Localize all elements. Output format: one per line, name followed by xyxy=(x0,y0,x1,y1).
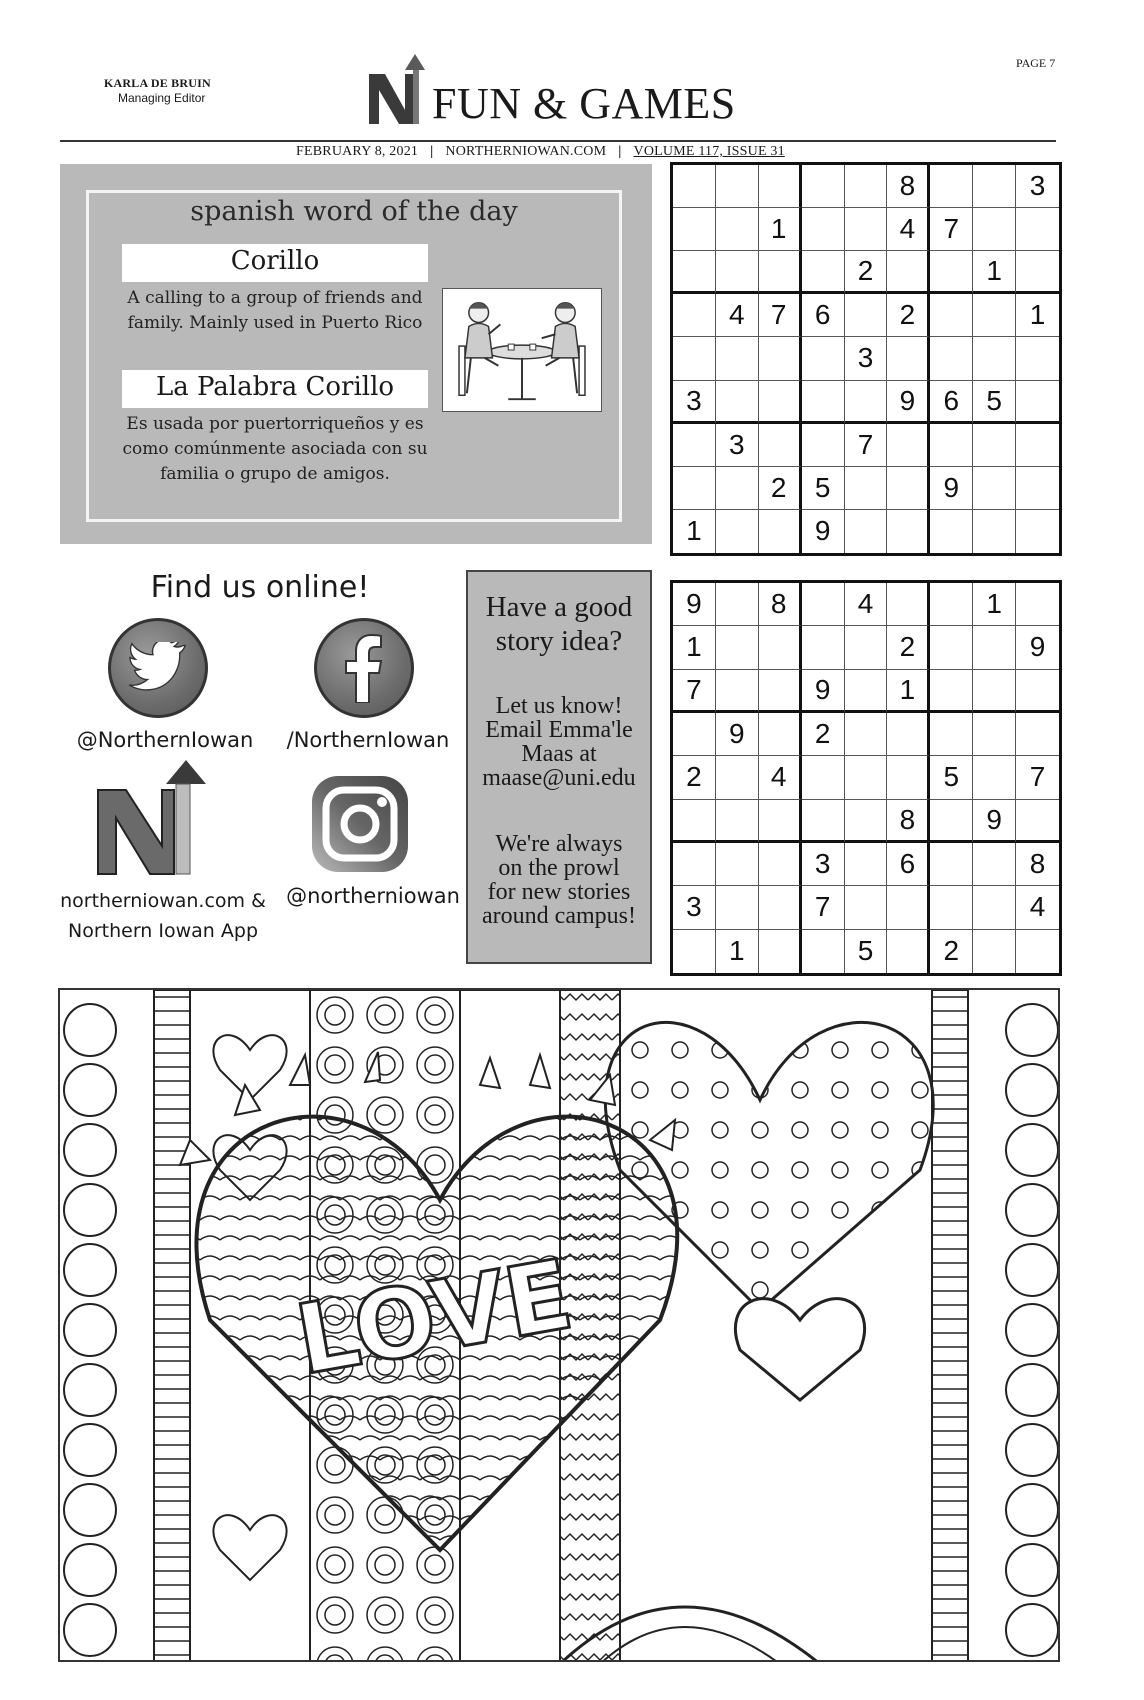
prowl-line-4: around campus! xyxy=(482,903,636,929)
twitter-handle[interactable]: @NorthernIowan xyxy=(76,728,254,752)
sudoku-cell[interactable] xyxy=(1016,670,1059,713)
sudoku-cell[interactable] xyxy=(759,843,802,886)
sudoku-cell[interactable]: 1 xyxy=(887,670,930,713)
sudoku-cell[interactable] xyxy=(673,294,716,337)
sudoku-cell[interactable] xyxy=(930,294,973,337)
sudoku-cell[interactable]: 4 xyxy=(1016,886,1059,929)
sudoku-cell[interactable] xyxy=(973,337,1016,380)
website-link[interactable]: NORTHERNIOWAN.COM xyxy=(445,144,607,159)
sudoku-cell[interactable] xyxy=(845,208,888,251)
sudoku-cell[interactable] xyxy=(802,800,845,843)
sudoku-cell[interactable]: 1 xyxy=(673,626,716,669)
sudoku-cell[interactable]: 3 xyxy=(845,337,888,380)
sudoku-cell[interactable]: 1 xyxy=(973,583,1016,626)
sudoku-cell[interactable] xyxy=(973,467,1016,510)
page-number: PAGE 7 xyxy=(1016,56,1056,70)
contact-line-2: Email Emma'le xyxy=(485,717,633,743)
sudoku-cell[interactable] xyxy=(887,930,930,973)
sudoku-cell[interactable] xyxy=(845,800,888,843)
sudoku-cell[interactable] xyxy=(1016,800,1059,843)
sudoku-cell[interactable] xyxy=(1016,251,1059,294)
sudoku-cell[interactable]: 9 xyxy=(802,670,845,713)
sudoku-cell[interactable] xyxy=(887,337,930,380)
sudoku-cell[interactable] xyxy=(673,467,716,510)
sudoku-cell[interactable] xyxy=(716,165,759,208)
sudoku-cell[interactable] xyxy=(887,251,930,294)
sudoku-cell[interactable] xyxy=(716,510,759,553)
sudoku-cell[interactable] xyxy=(1016,208,1059,251)
sudoku-cell[interactable]: 7 xyxy=(673,670,716,713)
sudoku-cell[interactable] xyxy=(716,583,759,626)
sudoku-cell[interactable]: 8 xyxy=(1016,843,1059,886)
sudoku-cell[interactable] xyxy=(930,713,973,756)
sudoku-cell[interactable] xyxy=(845,713,888,756)
twitter-bird-icon[interactable] xyxy=(108,618,208,718)
sudoku-cell[interactable] xyxy=(802,756,845,799)
sudoku-cell[interactable] xyxy=(673,337,716,380)
sudoku-cell[interactable]: 4 xyxy=(716,294,759,337)
sudoku-cell[interactable] xyxy=(673,208,716,251)
sudoku-cell[interactable]: 3 xyxy=(673,381,716,424)
sudoku-cell[interactable] xyxy=(716,670,759,713)
sudoku-cell[interactable] xyxy=(802,208,845,251)
sudoku-cell[interactable]: 3 xyxy=(1016,165,1059,208)
facebook-handle[interactable]: /NorthernIowan xyxy=(286,728,450,752)
sudoku-cell[interactable]: 9 xyxy=(802,510,845,553)
sudoku-cell[interactable] xyxy=(845,756,888,799)
sudoku-cell[interactable] xyxy=(673,930,716,973)
sudoku-cell[interactable] xyxy=(759,800,802,843)
phrase-title: La Palabra Corillo xyxy=(155,372,395,402)
love-text: LOVE xyxy=(288,1238,581,1397)
sudoku-cell[interactable] xyxy=(973,424,1016,467)
sudoku-cell[interactable] xyxy=(802,930,845,973)
sudoku-cell[interactable]: 2 xyxy=(845,251,888,294)
sudoku-cell[interactable]: 5 xyxy=(973,381,1016,424)
sudoku-cell[interactable] xyxy=(1016,467,1059,510)
story-prowl-text xyxy=(468,832,650,928)
sudoku-cell[interactable]: 7 xyxy=(802,886,845,929)
sudoku-cell[interactable]: 9 xyxy=(673,583,716,626)
contact-line-1: Let us know! xyxy=(495,693,623,719)
sudoku-cell[interactable] xyxy=(845,294,888,337)
sudoku-cell[interactable] xyxy=(759,713,802,756)
sudoku-cell[interactable]: 8 xyxy=(759,583,802,626)
sudoku-cell[interactable]: 1 xyxy=(673,510,716,553)
sudoku-cell[interactable]: 7 xyxy=(930,208,973,251)
sudoku-cell[interactable] xyxy=(845,670,888,713)
sudoku-cell[interactable] xyxy=(887,510,930,553)
sudoku-cell[interactable]: 2 xyxy=(673,756,716,799)
sudoku-cell[interactable]: 9 xyxy=(716,713,759,756)
sudoku-cell[interactable] xyxy=(716,381,759,424)
sudoku-cell[interactable]: 8 xyxy=(887,165,930,208)
sudoku-cell[interactable] xyxy=(802,337,845,380)
sudoku-cell[interactable] xyxy=(973,294,1016,337)
sudoku-cell[interactable] xyxy=(673,800,716,843)
sudoku-cell[interactable]: 1 xyxy=(973,251,1016,294)
sudoku-cell[interactable] xyxy=(973,208,1016,251)
sudoku-cell[interactable]: 6 xyxy=(930,381,973,424)
sudoku-cell[interactable]: 2 xyxy=(887,626,930,669)
sudoku-cell[interactable] xyxy=(716,756,759,799)
sudoku-cell[interactable] xyxy=(973,843,1016,886)
sudoku-cell[interactable]: 1 xyxy=(759,208,802,251)
sudoku-cell[interactable] xyxy=(716,800,759,843)
sudoku-cell[interactable]: 3 xyxy=(716,424,759,467)
issue-date: FEBRUARY 8, 2021 xyxy=(296,144,419,159)
sudoku-cell[interactable]: 4 xyxy=(845,583,888,626)
sudoku-cell[interactable] xyxy=(802,251,845,294)
story-heading-line-1: Have a good xyxy=(485,591,633,623)
sudoku-cell[interactable] xyxy=(973,930,1016,973)
sudoku-puzzle-2[interactable] xyxy=(670,580,1062,976)
sudoku-cell[interactable] xyxy=(1016,930,1059,973)
sudoku-cell[interactable] xyxy=(845,886,888,929)
right-scallop-border xyxy=(1006,1004,1058,1656)
contact-line-3: Maas at xyxy=(521,741,597,767)
sudoku-cell[interactable] xyxy=(716,626,759,669)
sudoku-cell[interactable] xyxy=(973,626,1016,669)
sudoku-cell[interactable]: 9 xyxy=(973,800,1016,843)
sudoku-cell[interactable]: 5 xyxy=(802,467,845,510)
sudoku-cell[interactable] xyxy=(930,165,973,208)
sudoku-cell[interactable] xyxy=(759,424,802,467)
site-line-2: Northern Iowan App xyxy=(68,920,258,942)
sudoku-cell[interactable]: 1 xyxy=(716,930,759,973)
dateline xyxy=(296,144,785,160)
facebook-f-glyph xyxy=(339,633,389,703)
sudoku-cell[interactable] xyxy=(716,843,759,886)
valentine-coloring-page xyxy=(58,988,1060,1662)
facebook-f-icon[interactable] xyxy=(314,618,414,718)
sudoku-cell[interactable] xyxy=(759,930,802,973)
sudoku-cell[interactable] xyxy=(759,165,802,208)
sudoku-cell[interactable]: 5 xyxy=(930,756,973,799)
sudoku-cell[interactable]: 2 xyxy=(887,294,930,337)
sudoku-cell[interactable]: 7 xyxy=(1016,756,1059,799)
sudoku-puzzle-1[interactable] xyxy=(670,162,1062,556)
sudoku-cell[interactable] xyxy=(930,251,973,294)
story-heading-line-2: story idea? xyxy=(495,625,623,657)
sudoku-cell[interactable] xyxy=(973,165,1016,208)
story-idea-heading xyxy=(468,590,650,658)
sudoku-cell[interactable] xyxy=(930,337,973,380)
website-and-app-link[interactable] xyxy=(58,886,268,946)
sudoku-cell[interactable] xyxy=(845,626,888,669)
sudoku-cell[interactable] xyxy=(759,670,802,713)
sudoku-cell[interactable] xyxy=(887,424,930,467)
find-us-online-heading: Find us online! xyxy=(150,570,370,605)
sudoku-cell[interactable] xyxy=(845,843,888,886)
sudoku-cell[interactable] xyxy=(716,251,759,294)
sudoku-cell[interactable] xyxy=(973,670,1016,713)
sudoku-cell[interactable] xyxy=(673,165,716,208)
northern-iowan-logo-icon xyxy=(365,52,431,126)
sudoku-cell[interactable] xyxy=(759,626,802,669)
sudoku-cell[interactable] xyxy=(930,424,973,467)
coloring-illustration xyxy=(60,990,1060,1662)
sudoku-cell[interactable]: 2 xyxy=(802,713,845,756)
sudoku-cell[interactable] xyxy=(759,337,802,380)
volume-issue: VOLUME 117, ISSUE 31 xyxy=(633,144,785,159)
phrase-definition: Es usada por puertorriqueños y es como comúnmente asociada con su familia o grupo de amigos. xyxy=(122,414,428,484)
sudoku-cell[interactable]: 9 xyxy=(1016,626,1059,669)
instagram-glyph xyxy=(308,772,412,876)
word-title: Corillo xyxy=(230,246,320,276)
sudoku-cell[interactable] xyxy=(1016,583,1059,626)
sudoku-cell[interactable] xyxy=(802,583,845,626)
sudoku-cell[interactable] xyxy=(930,510,973,553)
sudoku-cell[interactable] xyxy=(973,713,1016,756)
sudoku-cell[interactable] xyxy=(887,886,930,929)
editor-title: Managing Editor xyxy=(118,91,206,105)
sudoku-cell[interactable] xyxy=(930,886,973,929)
sudoku-cell[interactable] xyxy=(973,886,1016,929)
sudoku-cell[interactable]: 6 xyxy=(802,294,845,337)
sudoku-cell[interactable]: 2 xyxy=(930,930,973,973)
contact-email-link[interactable]: maase@uni.edu xyxy=(482,765,636,791)
sudoku-cell[interactable]: 6 xyxy=(887,843,930,886)
separator: | xyxy=(430,144,434,159)
sudoku-cell[interactable] xyxy=(887,713,930,756)
sudoku-cell[interactable] xyxy=(887,583,930,626)
sudoku-cell[interactable] xyxy=(930,626,973,669)
sudoku-cell[interactable] xyxy=(1016,381,1059,424)
sudoku-cell[interactable]: 8 xyxy=(887,800,930,843)
northern-iowan-logo-icon[interactable] xyxy=(96,760,216,878)
sudoku-cell[interactable] xyxy=(673,843,716,886)
sudoku-cell[interactable] xyxy=(802,381,845,424)
word-definition: A calling to a group of friends and family. Mainly used in Puerto Rico xyxy=(127,288,423,333)
sudoku-cell[interactable]: 9 xyxy=(930,467,973,510)
twitter-bird-glyph xyxy=(128,642,188,694)
sudoku-cell[interactable] xyxy=(930,670,973,713)
sudoku-cell[interactable] xyxy=(673,713,716,756)
editor-name: KARLA DE BRUIN xyxy=(104,76,211,90)
sudoku-cell[interactable] xyxy=(845,510,888,553)
sudoku-cell[interactable] xyxy=(716,886,759,929)
sudoku-cell[interactable] xyxy=(716,208,759,251)
sudoku-cell[interactable] xyxy=(802,424,845,467)
section-title: FUN & GAMES xyxy=(432,79,736,128)
sudoku-cell[interactable] xyxy=(930,800,973,843)
sudoku-cell[interactable] xyxy=(759,886,802,929)
separator: | xyxy=(618,144,622,159)
sudoku-cell[interactable] xyxy=(930,843,973,886)
sudoku-cell[interactable] xyxy=(1016,713,1059,756)
sudoku-cell[interactable] xyxy=(973,510,1016,553)
instagram-handle[interactable]: @northerniowan xyxy=(286,884,460,908)
sudoku-cell[interactable] xyxy=(845,467,888,510)
friends-at-table-illustration xyxy=(442,288,602,412)
sudoku-cell[interactable]: 9 xyxy=(887,381,930,424)
sudoku-cell[interactable]: 7 xyxy=(845,424,888,467)
sudoku-cell[interactable] xyxy=(973,756,1016,799)
sudoku-cell[interactable]: 4 xyxy=(759,756,802,799)
sudoku-cell[interactable] xyxy=(1016,424,1059,467)
sudoku-cell[interactable]: 5 xyxy=(845,930,888,973)
sudoku-cell[interactable] xyxy=(845,381,888,424)
header-rule xyxy=(60,140,1056,142)
sudoku-cell[interactable] xyxy=(1016,510,1059,553)
sudoku-cell[interactable]: 3 xyxy=(673,886,716,929)
sudoku-cell[interactable]: 2 xyxy=(759,467,802,510)
sudoku-cell[interactable] xyxy=(887,467,930,510)
sudoku-cell[interactable] xyxy=(759,251,802,294)
sudoku-cell[interactable] xyxy=(759,510,802,553)
prowl-line-3: for new stories xyxy=(487,879,631,905)
sudoku-cell[interactable]: 3 xyxy=(802,843,845,886)
spanish-word-heading: spanish word of the day xyxy=(190,196,518,227)
sudoku-cell[interactable] xyxy=(716,337,759,380)
sudoku-cell[interactable] xyxy=(802,626,845,669)
sudoku-cell[interactable]: 7 xyxy=(759,294,802,337)
story-contact-text xyxy=(468,694,650,790)
sudoku-cell[interactable] xyxy=(716,467,759,510)
sudoku-cell[interactable] xyxy=(673,424,716,467)
sudoku-cell[interactable] xyxy=(887,756,930,799)
sudoku-cell[interactable] xyxy=(1016,337,1059,380)
sudoku-cell[interactable] xyxy=(673,251,716,294)
prowl-line-1: We're always xyxy=(495,831,623,857)
left-scallop-border xyxy=(64,1004,116,1656)
sudoku-cell[interactable] xyxy=(845,165,888,208)
site-line-1: northerniowan.com & xyxy=(60,890,266,912)
sudoku-cell[interactable]: 4 xyxy=(887,208,930,251)
instagram-camera-icon[interactable] xyxy=(308,772,412,876)
sudoku-cell[interactable] xyxy=(930,583,973,626)
sudoku-cell[interactable] xyxy=(802,165,845,208)
sudoku-cell[interactable] xyxy=(759,381,802,424)
prowl-line-2: on the prowl xyxy=(498,855,620,881)
sudoku-cell[interactable]: 1 xyxy=(1016,294,1059,337)
